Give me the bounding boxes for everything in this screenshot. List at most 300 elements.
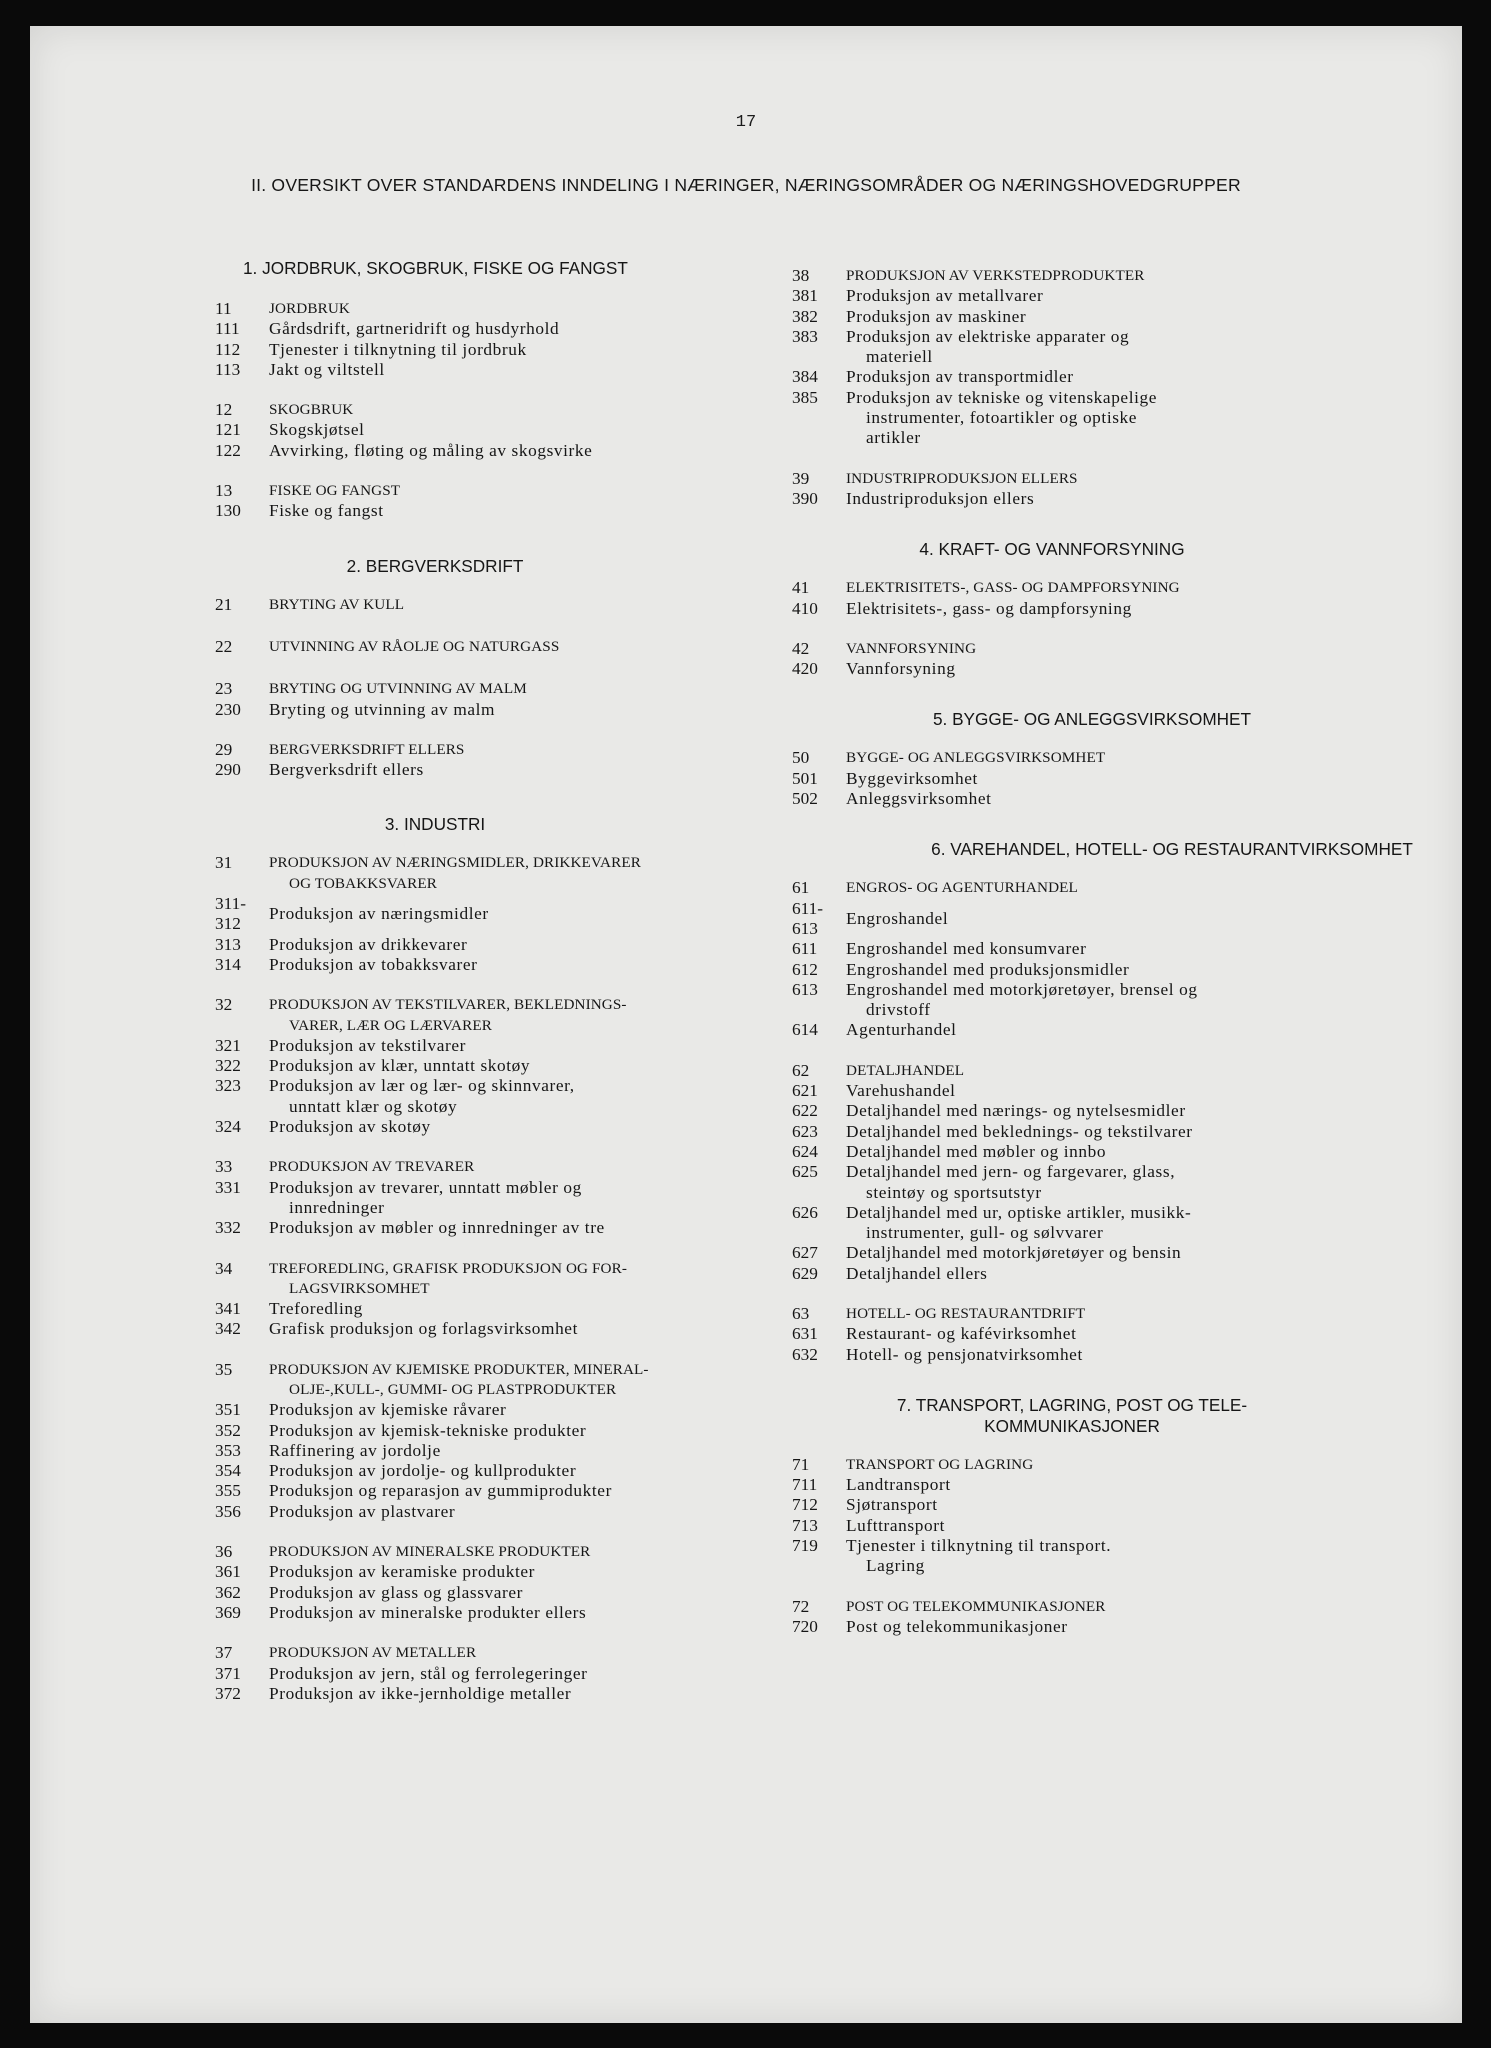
entry-label-line: Produksjon av jern, stål og ferrolegeringer [269,1663,588,1683]
item-entry [792,1101,1432,1121]
entry-code-line: 290 [215,760,241,780]
entry-label [269,595,815,615]
entry-label-line: Produksjon av møbler og innredninger av tre [269,1218,605,1238]
entry-label [269,700,815,720]
entry-label [269,1643,815,1663]
entry-label [846,388,1432,449]
entry-label-line: materiell [866,347,933,367]
entry-code-line: 712 [792,1495,818,1515]
entry-code-line: 332 [215,1218,241,1238]
entry-label-line: PRODUKSJON AV TEKSTILVARER, BEKLEDNINGS- [269,996,627,1014]
entry-code-line: 33 [215,1157,233,1177]
entry-code [792,1081,846,1101]
entry-label [269,1461,815,1481]
entry-label-line: Produksjon av plastvarer [269,1501,456,1521]
section-heading [852,839,1491,860]
entry-label [269,740,815,760]
entry-code-line: 613 [792,918,818,938]
entry-code-line: 720 [792,1616,818,1636]
entry-code-line: 631 [792,1324,818,1344]
entry-label [269,481,815,501]
entry-label [846,1264,1432,1284]
entry-code-line: 50 [792,748,810,768]
entry-code-line: 39 [792,468,810,488]
entry-code [792,899,846,940]
group-entry [792,1304,1432,1324]
entry-label [269,1178,815,1219]
entry-label-line: ENGROS- OG AGENTURHANDEL [846,879,1078,897]
entry-label [269,1400,815,1420]
item-entry [215,700,815,720]
entry-code-line: 713 [792,1515,818,1535]
item-entry [215,1400,815,1420]
entry-code [215,1684,269,1704]
item-entry [792,980,1432,1021]
entry-code-line: 372 [215,1683,241,1703]
entry-label [846,1536,1432,1577]
entry-code [792,1162,846,1203]
entry-label-line: Produksjon av trevarer, unntatt møbler og [269,1177,582,1197]
entry-code [215,420,269,440]
entry-code-line: 22 [215,636,233,656]
entry-label-line: Anleggsvirksomhet [846,789,992,809]
item-entry [215,1421,815,1441]
entry-label [846,659,1432,679]
entry-code [215,853,269,894]
group-entry [792,266,1432,286]
entry-code [215,441,269,461]
entry-label [269,1664,815,1684]
group-entry [215,995,815,1036]
item-entry [215,1664,815,1684]
item-entry [215,1461,815,1481]
item-entry [792,1142,1432,1162]
entry-label [846,1597,1432,1617]
entry-code [215,995,269,1036]
entry-label-line: OG TOBAKKSVARER [289,874,437,892]
entry-label-line: FISKE OG FANGST [269,482,401,500]
entry-code-line: 38 [792,266,810,285]
item-entry [792,599,1432,619]
entry-label [846,789,1432,809]
item-entry [792,899,1432,940]
entry-code [215,1218,269,1238]
entry-code-line: 381 [792,286,818,306]
entry-label-line: PRODUKSJON AV MINERALSKE PRODUKTER [269,1543,591,1561]
entry-label-line: Produksjon av ikke-jernholdige metaller [269,1683,572,1703]
section-heading-line: 1. JORDBRUK, SKOGBRUK, FISKE OG FANGST [243,258,628,278]
entry-code-line: 351 [215,1400,241,1420]
entry-label-line: Raffinering av jordolje [269,1440,441,1460]
item-entry [792,789,1432,809]
entry-code-line: 711 [792,1475,818,1495]
section-heading-line: 5. BYGGE- OG ANLEGGSVIRKSOMHET [932,709,1252,730]
entry-label-line: BRYTING OG UTVINNING AV MALM [269,680,527,698]
entry-label-line: Produksjon av tobakksvarer [269,954,478,974]
entry-code [215,360,269,380]
entry-code [215,319,269,339]
entry-code [792,1516,846,1536]
entry-label-line: Post og telekommunikasjoner [846,1616,1068,1636]
entry-code-line: 613 [792,979,818,999]
entry-label-line: VARER, LÆR OG LÆRVARER [289,1016,492,1034]
entry-label [269,1583,815,1603]
entry-code [215,1643,269,1663]
entry-label-line: Skogskjøtsel [269,420,365,440]
entry-code-line: 501 [792,768,818,788]
entry-label-line: Produksjon av mineralske produkter ellers [269,1602,587,1622]
item-entry [215,501,815,521]
entry-label [269,340,815,360]
entry-label-line: Lufttransport [846,1515,945,1535]
entry-label-line: Treforedling [269,1299,363,1319]
entry-label-line: Produksjon av lær og lær- og skinnvarer, [269,1076,575,1096]
entry-code [792,1536,846,1577]
entry-code [215,1178,269,1219]
entry-code-line: 410 [792,598,818,618]
item-entry [792,1495,1432,1515]
section-heading-line: 2. BERGVERKSDRIFT [346,555,524,576]
entry-code-line: 112 [215,339,241,359]
item-entry [215,1502,815,1522]
item-entry [792,939,1432,959]
entry-label [846,1495,1432,1515]
entry-label [269,995,815,1036]
section-heading [215,258,815,279]
item-entry [792,1081,1432,1101]
item-entry [792,960,1432,980]
entry-code-line: 313 [215,934,241,954]
entry-code-line: 371 [215,1663,241,1683]
entry-code-line: 36 [215,1542,233,1562]
entry-label-line: DETALJHANDEL [846,1061,965,1079]
entry-code [215,1583,269,1603]
entry-label-line: Landtransport [846,1475,951,1495]
group-entry [215,1259,815,1300]
group-entry [215,1542,815,1562]
entry-code [792,980,846,1021]
entry-label-line: Jakt og viltstell [269,359,385,379]
entry-code [215,955,269,975]
entry-label [846,469,1432,489]
entry-code-line: 356 [215,1501,241,1521]
entry-label-line: Detaljhandel med nærings- og nytelsesmidler [846,1101,1186,1121]
entry-code-line: 71 [792,1454,810,1474]
entry-label-line: artikler [866,428,921,448]
entry-label-line: LAGSVIRKSOMHET [289,1279,430,1297]
entry-label [269,853,815,894]
entry-code [792,1142,846,1162]
entry-label-line: TRANSPORT OG LAGRING [846,1455,1034,1473]
entry-label-line: Varehushandel [846,1081,956,1101]
group-entry [215,853,815,894]
entry-label-line: Produksjon og reparasjon av gummiprodukter [269,1481,612,1501]
entry-label [269,1603,815,1623]
entry-label-line: Grafisk produksjon og forlagsvirksomhet [269,1319,578,1339]
item-entry [792,769,1432,789]
entry-code [215,1036,269,1056]
entry-label [269,1542,815,1562]
entry-code-line: 384 [792,367,818,387]
item-entry [215,1319,815,1339]
entry-code-line: 341 [215,1299,241,1319]
item-entry [792,307,1432,327]
entry-label-line: Produksjon av tekstilvarer [269,1035,467,1055]
entry-code [792,1304,846,1324]
group-entry [215,400,815,420]
entry-label [846,639,1432,659]
entry-code-line: 361 [215,1562,241,1582]
entry-code-line: 626 [792,1202,818,1222]
entry-label [269,1117,815,1137]
entry-label-line: Produksjon av glass og glassvarer [269,1582,524,1602]
entry-code-line: 35 [215,1359,233,1379]
entry-code-line: 23 [215,679,233,699]
item-entry [215,1481,815,1501]
entry-code [792,1243,846,1263]
entry-code [792,1203,846,1244]
entry-label [269,1036,815,1056]
entry-label [846,1516,1432,1536]
entry-code-line: 632 [792,1344,818,1364]
entry-code [215,760,269,780]
entry-code [792,1264,846,1284]
item-entry [215,319,815,339]
entry-label [846,367,1432,387]
entry-label [269,441,815,461]
entry-label-line: PRODUKSJON AV TREVARER [269,1158,475,1176]
entry-code [215,1441,269,1461]
entry-code [215,935,269,955]
entry-label [269,935,815,955]
item-entry [792,1345,1432,1365]
right-column [792,266,1432,1637]
entry-code [215,595,269,615]
entry-code [215,1502,269,1522]
item-entry [215,955,815,975]
entry-code [215,894,269,935]
entry-label-line: Gårdsdrift, gartneridrift og husdyrhold [269,319,560,339]
entry-label [846,1345,1432,1365]
entry-code [215,1481,269,1501]
entry-code [792,367,846,387]
page-title: II. OVERSIKT OVER STANDARDENS INNDELING I NÆRINGER, NÆRINGSOMRÅDER OG NÆRINGSHOVEDGRUPPER [251,175,1241,195]
entry-code-line: 625 [792,1162,818,1182]
entry-code-line: 113 [215,359,241,379]
entry-label-line: instrumenter, fotoartikler og optiske [866,408,1138,428]
item-entry [215,1178,815,1219]
group-entry [215,481,815,501]
entry-code [215,1299,269,1319]
entry-label-line: SKOGBRUK [269,401,354,419]
entry-code [792,1122,846,1142]
entry-code-line: 614 [792,1020,818,1040]
item-entry [215,1603,815,1623]
entry-code [792,469,846,489]
entry-label-line: Industriproduksjon ellers [846,488,1035,508]
entry-label [269,1319,815,1339]
entry-label-line: POST OG TELEKOMMUNIKASJONER [846,1597,1106,1615]
entry-label [846,599,1432,619]
section-heading-line: 6. VAREHANDEL, HOTELL- OG RESTAURANTVIRKSOMHET [931,839,1413,860]
item-entry [215,1117,815,1137]
entry-label-line: instrumenter, gull- og sølvvarer [866,1223,1104,1243]
group-entry [792,1597,1432,1617]
entry-label [269,420,815,440]
entry-label-line: Engroshandel med motorkjøretøyer, brensel og [846,979,1198,999]
entry-label-line: Produksjon av maskiner [846,306,1027,326]
entry-code [792,599,846,619]
entry-code [215,1664,269,1684]
entry-label [269,299,815,319]
entry-label-line: Produksjon av metallvarer [846,286,1044,306]
entry-code [792,266,846,286]
entry-label [846,1475,1432,1495]
entry-code-line: 354 [215,1461,241,1481]
entry-code-line: 719 [792,1536,818,1556]
entry-label [846,1617,1432,1637]
group-entry [215,637,815,657]
entry-code [792,1020,846,1040]
item-entry [215,894,815,935]
entry-label-line: JORDBRUK [269,300,350,317]
section-heading [732,539,1372,560]
entry-code-line: 322 [215,1056,241,1076]
group-entry [792,1061,1432,1081]
entry-code-line: 362 [215,1582,241,1602]
entry-code [792,1061,846,1081]
item-entry [215,360,815,380]
item-entry [792,388,1432,449]
entry-code [215,1157,269,1177]
entry-label [269,1259,815,1300]
entry-label [269,1076,815,1117]
item-entry [792,659,1432,679]
entry-label-line: Engroshandel [846,908,949,928]
item-entry [792,1536,1432,1577]
entry-label [269,1481,815,1501]
item-entry [792,327,1432,368]
entry-label [846,286,1432,306]
entry-label-line: OLJE-,KULL-, GUMMI- OG PLASTPRODUKTER [289,1380,617,1398]
entry-code [792,960,846,980]
item-entry [215,1583,815,1603]
entry-label-line: PRODUKSJON AV KJEMISKE PRODUKTER, MINERAL- [269,1360,649,1378]
entry-code-line: 42 [792,638,810,658]
entry-code-line: 383 [792,326,818,346]
entry-label [846,1455,1432,1475]
entry-code [215,1319,269,1339]
group-entry [215,740,815,760]
entry-label [269,319,815,339]
entry-label-line: HOTELL- OG RESTAURANTDRIFT [846,1304,1086,1322]
entry-label [269,894,815,935]
entry-code-line: 230 [215,699,241,719]
entry-code [792,1324,846,1344]
entry-code [792,878,846,898]
entry-code [215,1400,269,1420]
entry-label [846,1122,1432,1142]
entry-code [792,489,846,509]
item-entry [215,1441,815,1461]
item-entry [215,340,815,360]
entry-code-line: 61 [792,878,810,898]
entry-code-line: 382 [792,306,818,326]
entry-label-line: Produksjon av kjemiske råvarer [269,1400,507,1420]
entry-label [269,760,815,780]
entry-label [846,1243,1432,1263]
entry-code [215,1259,269,1300]
entry-code [792,1475,846,1495]
entry-label-line: Produksjon av kjemisk-tekniske produkter [269,1420,587,1440]
entry-code [215,299,269,319]
entry-code-line: 321 [215,1035,241,1055]
entry-label-line: TREFOREDLING, GRAFISK PRODUKSJON OG FOR- [269,1259,627,1277]
item-entry [215,1684,815,1704]
entry-label [269,1562,815,1582]
entry-label-line: steintøy og sportsutstyr [866,1182,1042,1202]
entry-code [792,639,846,659]
entry-code-line: 111 [215,319,240,339]
entry-label-line: Lagring [866,1556,925,1576]
group-entry [792,469,1432,489]
entry-label [269,1299,815,1319]
entry-code [792,1495,846,1515]
entry-code-line: 130 [215,501,241,521]
entry-code-line: 63 [792,1303,810,1323]
entry-code [215,1360,269,1401]
entry-label [846,1304,1432,1324]
entry-code-line: 324 [215,1117,241,1137]
entry-label [846,578,1432,598]
entry-code [792,578,846,598]
entry-code-line: 314 [215,954,241,974]
section-heading-line: KOMMUNIKASJONER [984,1415,1160,1436]
item-entry [792,1324,1432,1344]
item-entry [215,1036,815,1056]
entry-label-line: Bryting og utvinning av malm [269,699,496,719]
entry-code-line: 353 [215,1440,241,1460]
item-entry [792,1475,1432,1495]
item-entry [792,1243,1432,1263]
entry-code-line: 342 [215,1319,241,1339]
entry-label-line: Restaurant- og kafévirksomhet [846,1324,1077,1344]
entry-code-line: 312 [215,914,241,934]
entry-code-line: 355 [215,1481,241,1501]
entry-label-line: INDUSTRIPRODUKSJON ELLERS [846,469,1078,487]
entry-label-line: BERGVERKSDRIFT ELLERS [269,740,465,758]
item-entry [792,1516,1432,1536]
item-entry [215,1562,815,1582]
entry-code [792,327,846,368]
entry-label [846,1324,1432,1344]
entry-code-line: 420 [792,659,818,679]
entry-code [792,1345,846,1365]
entry-label-line: ELEKTRISITETS-, GASS- OG DAMPFORSYNING [846,579,1180,597]
entry-label-line: drivstoff [866,1000,931,1020]
entry-label-line: Agenturhandel [846,1020,957,1040]
item-entry [215,1076,815,1117]
item-entry [215,760,815,780]
entry-label [269,1157,815,1177]
item-entry [792,1203,1432,1244]
item-entry [215,1299,815,1319]
entry-label-line: Sjøtransport [846,1495,938,1515]
entry-code-line: 29 [215,739,233,759]
entry-label [269,1056,815,1076]
entry-label-line: Bergverksdrift ellers [269,760,424,780]
entry-label [846,1142,1432,1162]
